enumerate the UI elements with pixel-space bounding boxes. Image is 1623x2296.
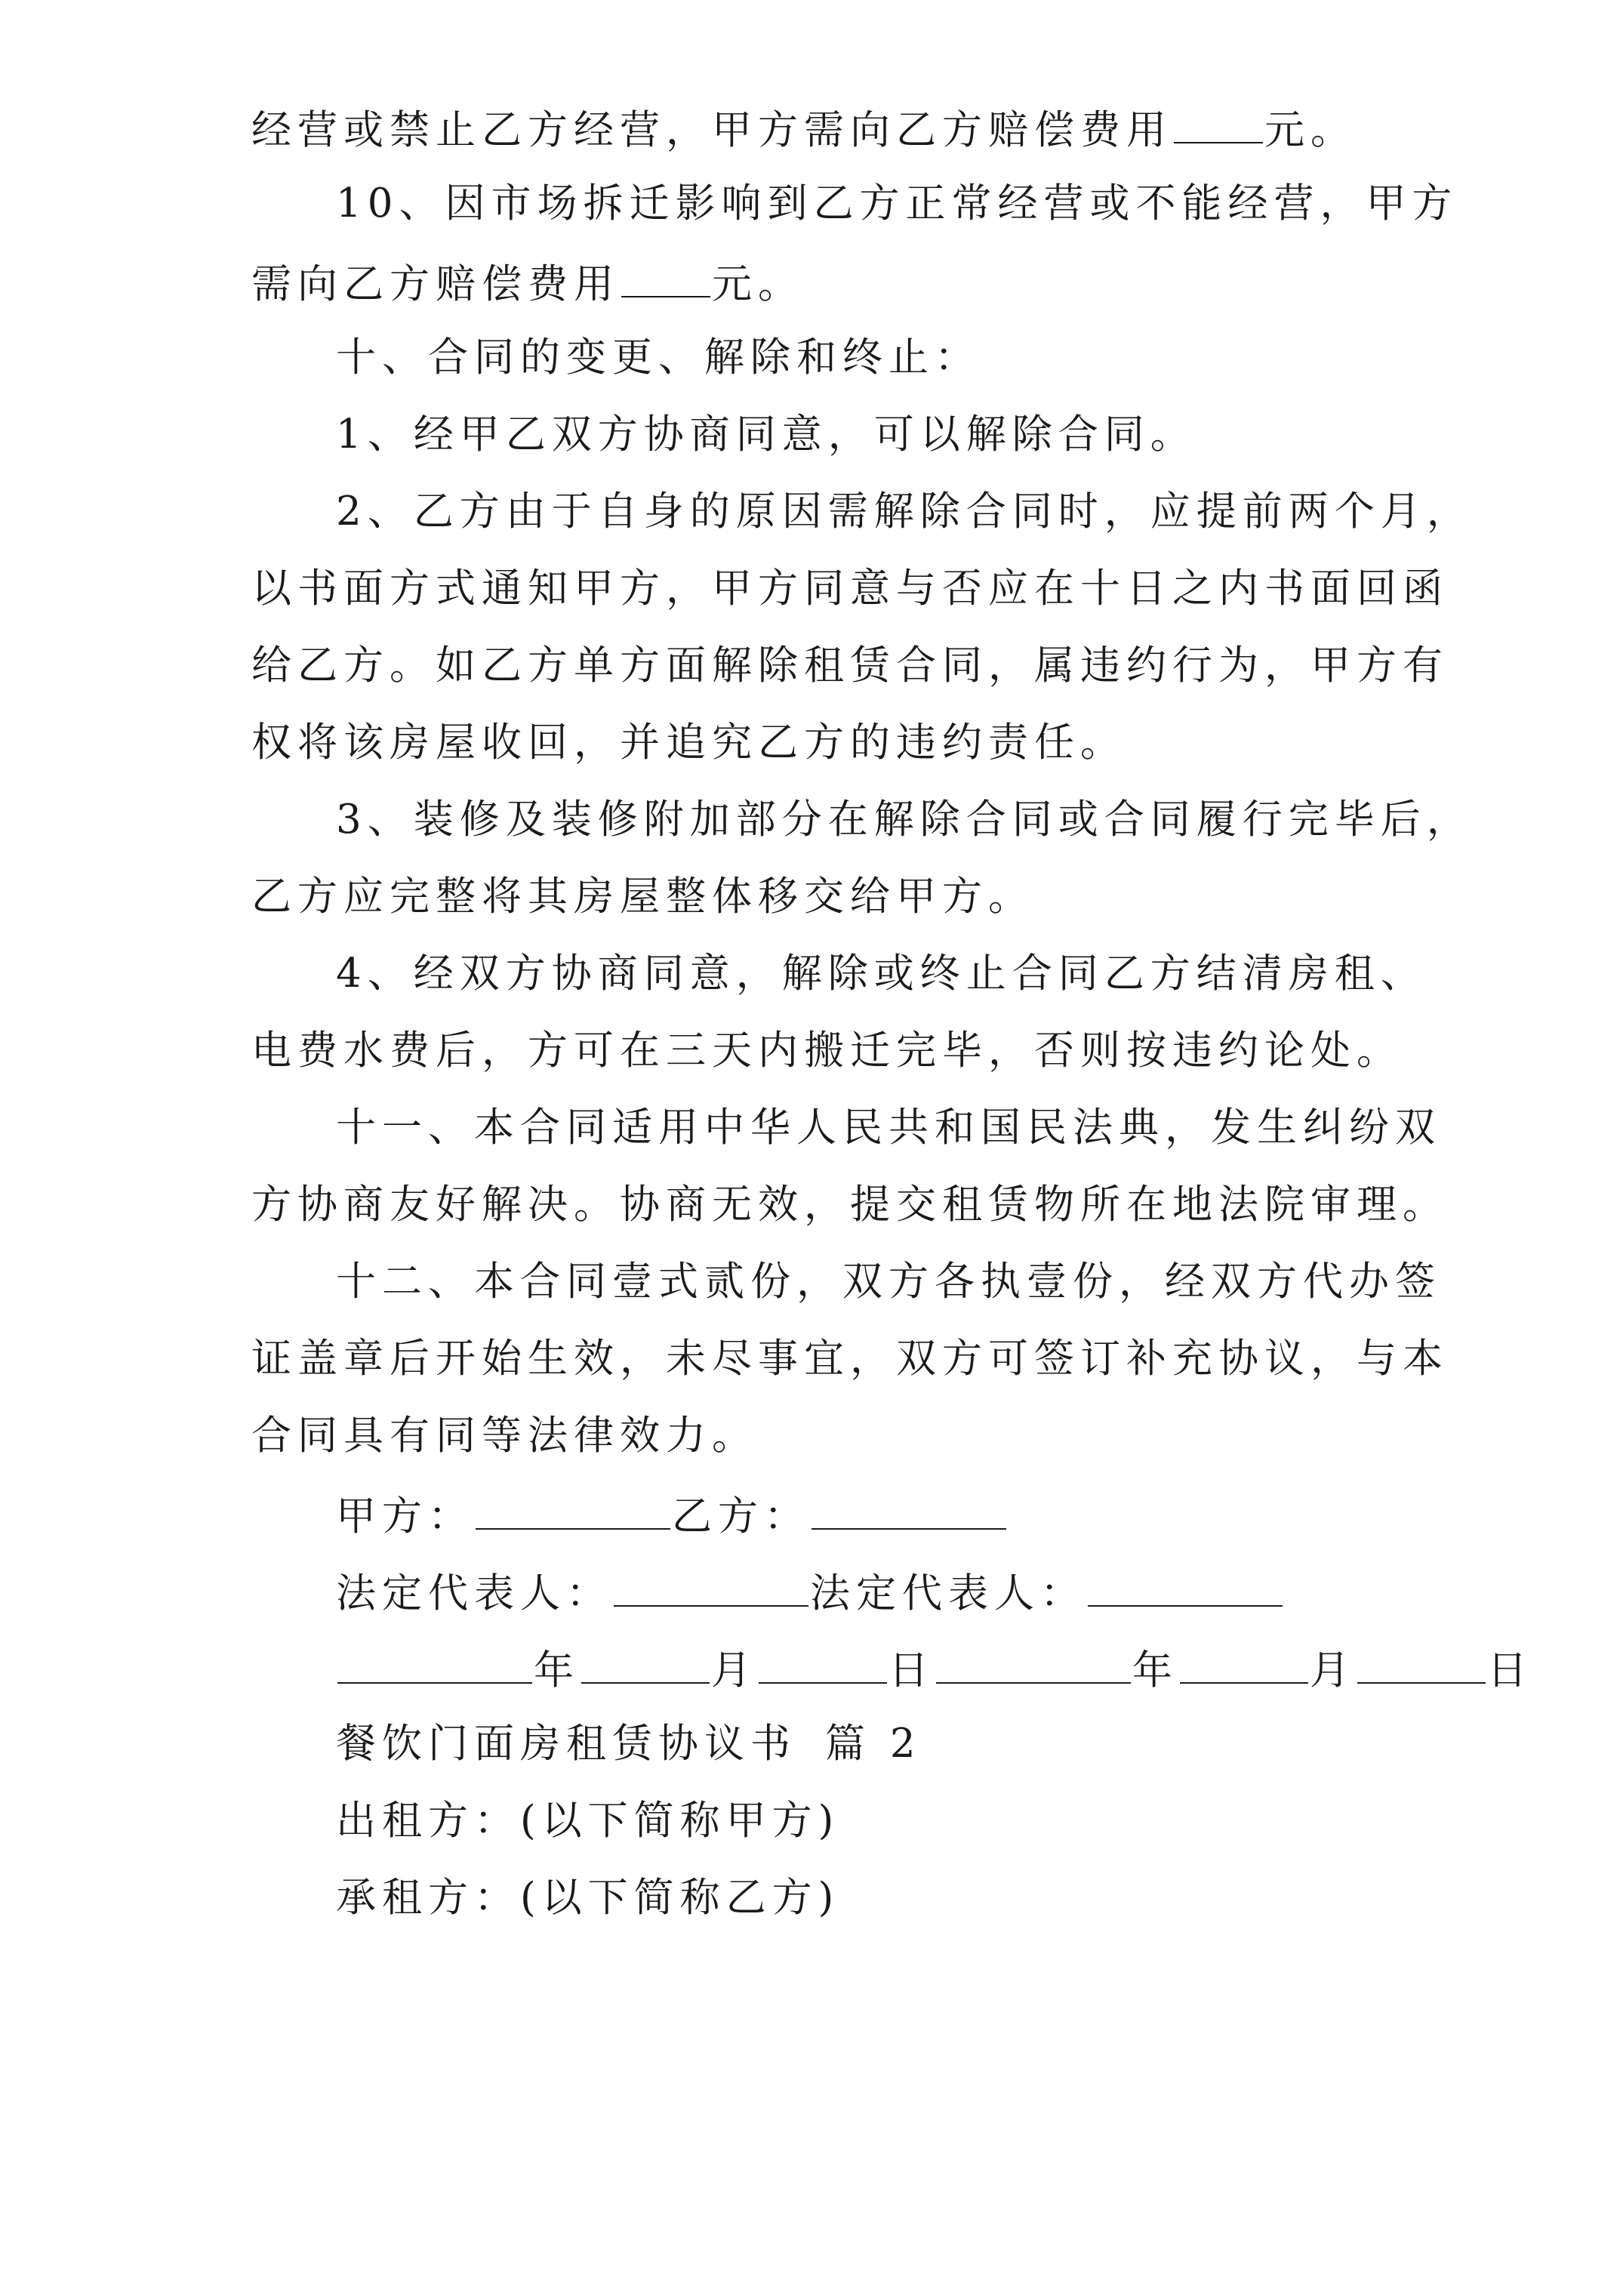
line-text: 需向乙方赔偿费用: [251, 261, 620, 307]
paragraph-line: 1、经甲乙双方协商同意，可以解除合同。: [336, 411, 1196, 458]
paragraph-line: 证盖章后开始生效，未尽事宜，双方可签订补充协议，与本: [251, 1336, 1449, 1382]
paragraph-line: 十二、本合同壹式贰份，双方各执壹份，经双方代办签: [336, 1259, 1441, 1305]
paragraph-line: 2、乙方由于自身的原因需解除合同时，应提前两个月，: [336, 488, 1473, 535]
day-label: 日: [888, 1647, 935, 1693]
paragraph-line: 电费水费后，方可在三天内搬迁完毕，否则按违约论处。: [251, 1028, 1403, 1074]
month-label: 月: [711, 1647, 757, 1693]
rep-a-label: 法定代表人：: [336, 1570, 612, 1616]
day-blank: [759, 1641, 887, 1684]
paragraph-line: [251, 255, 804, 310]
paragraph-line: 乙方应完整将其房屋整体移交给甲方。: [251, 874, 1034, 920]
paragraph-line: 给乙方。如乙方单方面解除租赁合同，属违约行为，甲方有: [251, 643, 1449, 689]
section2-title: [336, 1718, 922, 1770]
paragraph-line: 4、经双方协商同意，解除或终止合同乙方结清房租、: [336, 951, 1427, 997]
paragraph-line: 以书面方式通知甲方，甲方同意与否应在十日之内书面回函: [251, 566, 1449, 612]
year-label: 年: [1132, 1647, 1178, 1693]
paragraph-line: 十一、本合同适用中华人民共和国民法典，发生纠纷双: [336, 1105, 1441, 1151]
paragraph-line: [251, 101, 1357, 156]
section2-part: 篇 2: [825, 1721, 922, 1767]
line-text: 元。: [712, 261, 804, 307]
party-b-blank: [812, 1487, 1006, 1530]
year-label: 年: [534, 1647, 580, 1693]
day-blank: [1357, 1641, 1486, 1684]
line-text: 经营或禁止乙方经营，甲方需向乙方赔偿费用: [251, 107, 1172, 153]
party-b-label: 乙方：: [672, 1493, 810, 1539]
year-blank: [337, 1641, 532, 1684]
line-text: 元。: [1264, 107, 1357, 153]
month-label: 月: [1310, 1647, 1356, 1693]
lessee-line: 承租方：(以下简称乙方): [336, 1875, 840, 1921]
lessor-line: 出租方：(以下简称甲方): [336, 1798, 840, 1844]
blank-field: [1174, 101, 1263, 143]
section-heading: 十、合同的变更、解除和终止：: [336, 334, 981, 381]
paragraph-line: 3、装修及装修附加部分在解除合同或合同履行完毕后，: [336, 797, 1473, 843]
rep-b-blank: [1088, 1564, 1283, 1607]
paragraph-line: 权将该房屋收回，并追究乙方的违约责任。: [251, 720, 1126, 766]
signature-date-line: [336, 1641, 1533, 1697]
paragraph-line: 合同具有同等法律效力。: [251, 1413, 758, 1459]
party-a-blank: [476, 1487, 670, 1530]
month-blank: [581, 1641, 710, 1684]
signature-party-line: [336, 1487, 1008, 1542]
rep-a-blank: [614, 1564, 808, 1607]
signature-rep-line: [336, 1564, 1284, 1620]
paragraph-line: 10、因市场拆迁影响到乙方正常经营或不能经营，甲方: [336, 180, 1458, 227]
section2-title-text: 餐饮门面房租赁协议书: [336, 1721, 796, 1767]
month-blank: [1180, 1641, 1308, 1684]
paragraph-line: 方协商友好解决。协商无效，提交租赁物所在地法院审理。: [251, 1182, 1449, 1228]
rep-b-label: 法定代表人：: [810, 1570, 1086, 1616]
day-label: 日: [1487, 1647, 1533, 1693]
year-blank: [936, 1641, 1131, 1684]
party-a-label: 甲方：: [336, 1493, 474, 1539]
blank-field: [621, 255, 710, 297]
